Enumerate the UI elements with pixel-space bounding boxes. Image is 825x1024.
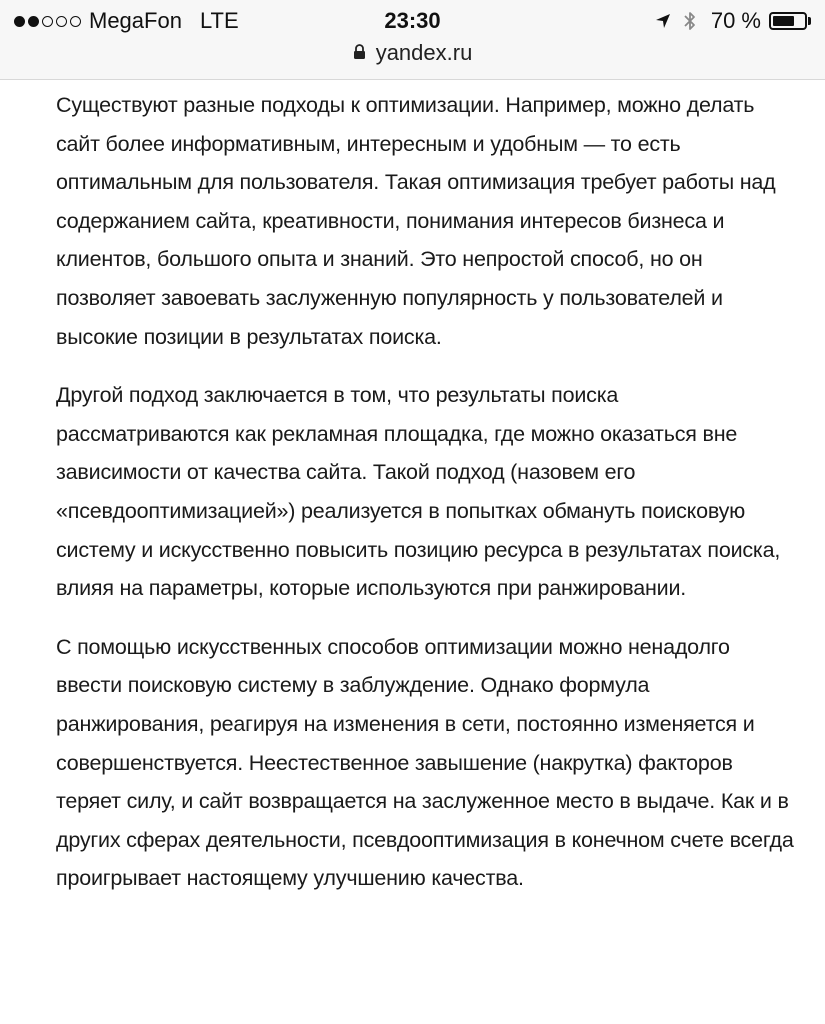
battery-tip [808,17,811,25]
location-arrow-icon [655,13,671,29]
battery-icon [769,12,807,30]
url-text[interactable]: yandex.ru [375,40,473,65]
network-type: LTE [199,8,239,33]
article-paragraph: Другой подход заключается в том, что результаты поиска рассматриваются как рекламная площадка, где можно оказаться вне зависимости от качества сайта. Такой подход (назовем его «псевдооптимизацией») реализуется в попытках обмануть поисковую систему и искусственно повысить позицию ресурса в результатах поиска, влияя на параметры, которые используются при ранжировании. [56,383,781,601]
status-bar [0,0,825,80]
article-paragraph: С помощью искусственных способов оптимизации можно ненадолго ввести поисковую систему в заблуждение. Однако формула ранжирования, реагируя на изменения в сети, постоянно изменяется и совершенствуется. Неестественное завышение (накрутка) факторов теряет силу, и сайт возвращается на заслуженное место в выдаче. Как и в других сферах деятельности, псевдооптимизация в конечном счете всегда проигрывает настоящему улучшению качества. [56,634,794,891]
status-right-group [655,8,811,34]
battery-percent: 70 % [710,8,761,33]
battery-fill [773,16,794,26]
bluetooth-icon [683,10,697,32]
article-body [56,86,796,918]
status-row [0,6,825,38]
article-paragraph: Существуют разные подходы к оптимизации. Например, можно делать сайт более информативным, интересным и удобным — то есть оптимальным для пользователя. Такая оптимизация требует работы над содержанием сайта, креативности, понимания интересов бизнеса и клиентов, большого опыта и знаний. Это непростой способ, но он позволяет завоевать заслуженную популярность у пользователей и высокие позиции в результатах поиска. [56,93,776,349]
carrier-name: MegaFon [89,8,182,33]
address-bar[interactable] [0,40,825,66]
status-time: 23:30 [384,8,441,33]
lock-icon [353,40,366,66]
